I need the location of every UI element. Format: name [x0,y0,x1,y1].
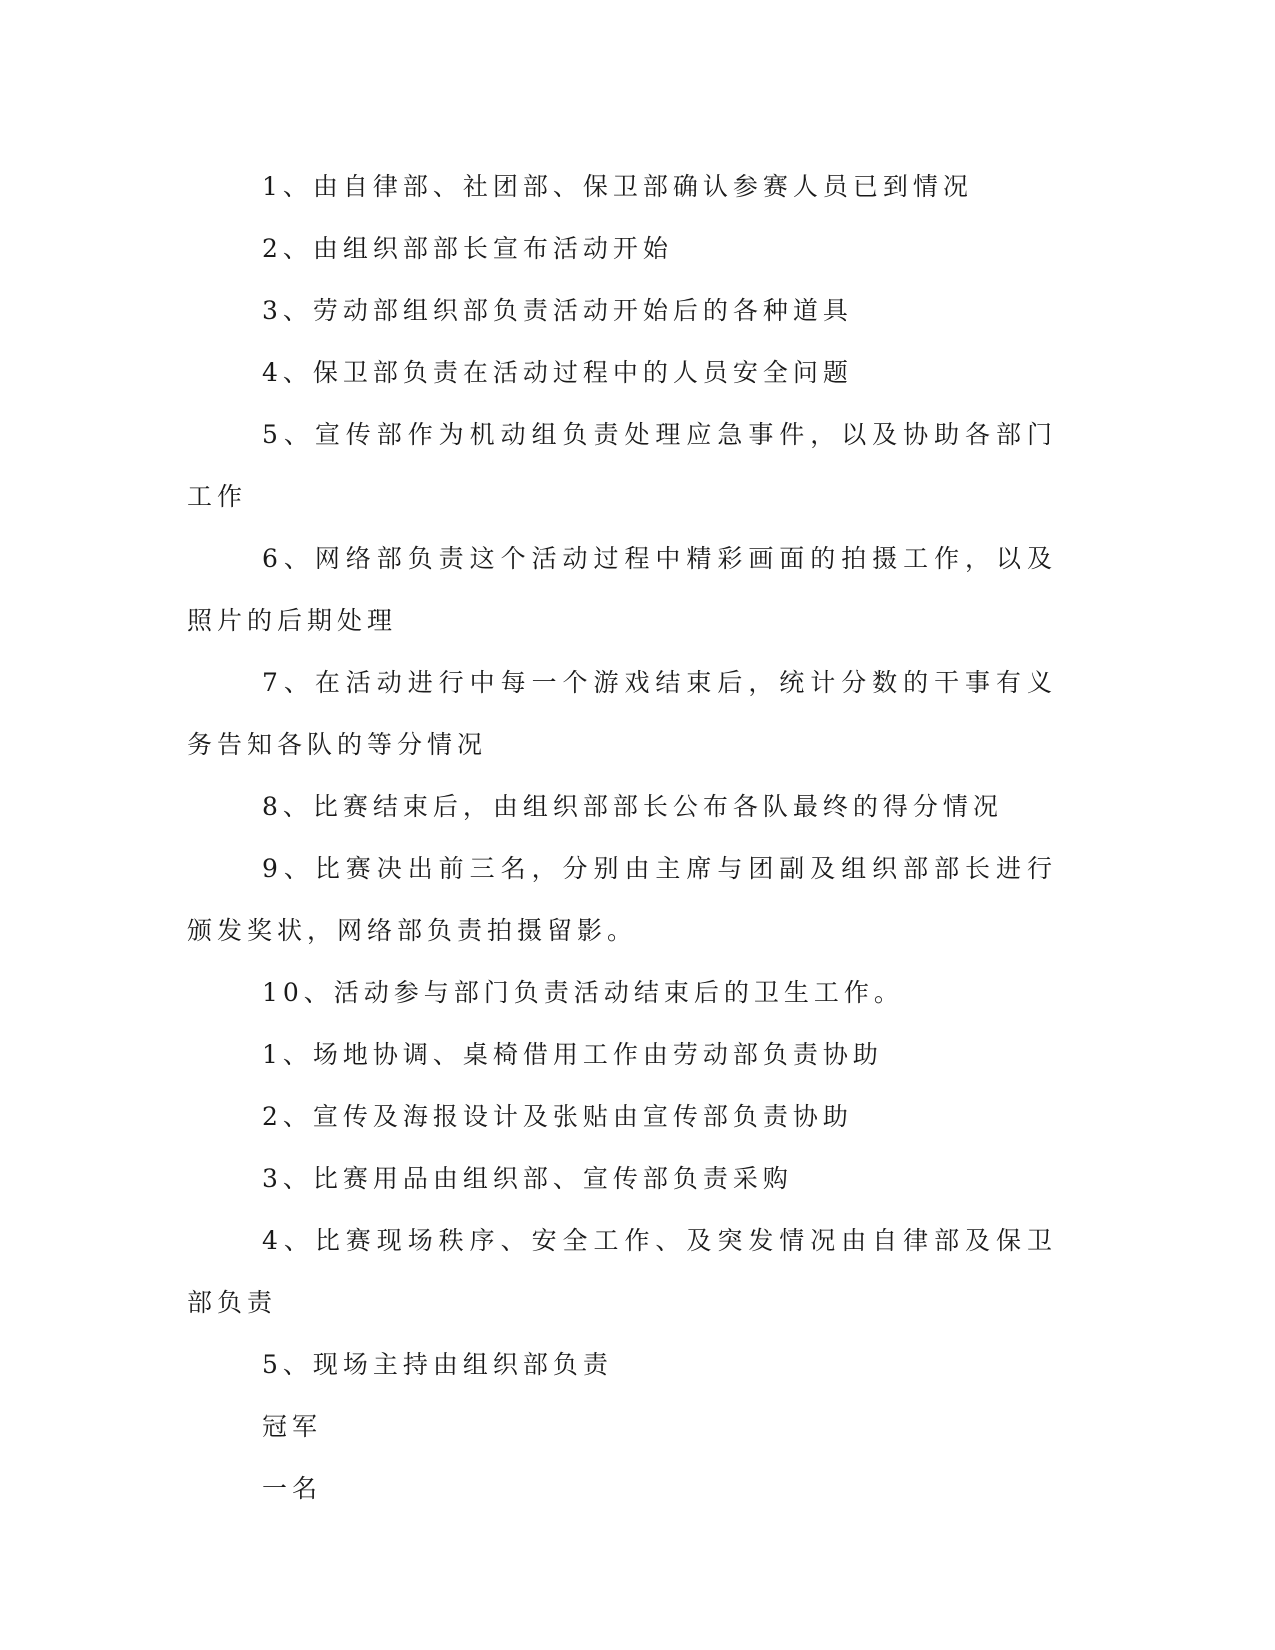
paragraph-arrival-check: 1、由自律部、社团部、保卫部确认参赛人员已到情况 [262,172,973,201]
paragraph-emergency: 5、宣传部作为机动组负责处理应急事件，以及协助各部门工作 [187,420,1057,511]
paragraph-order: 4、比赛现场秩序、安全工作、及突发情况由自律部及保卫部负责 [187,1226,1057,1317]
paragraph-photography: 6、网络部负责这个活动过程中精彩画面的拍摄工作，以及照片的后期处理 [187,544,1057,635]
paragraph-opening: 2、由组织部部长宣布活动开始 [262,234,673,263]
paragraph-host: 5、现场主持由组织部负责 [262,1350,613,1379]
paragraph-awards: 9、比赛决出前三名，分别由主席与团副及组织部部长进行颁发奖状，网络部负责拍摄留影。 [187,854,1057,945]
paragraph-safety: 4、保卫部负责在活动过程中的人员安全问题 [262,358,853,387]
paragraph-cleanup: 10、活动参与部门负责活动结束后的卫生工作。 [262,978,904,1007]
paragraph-scoring: 7、在活动进行中每一个游戏结束后，统计分数的干事有义务告知各队的等分情况 [187,668,1057,759]
paragraph-venue: 1、场地协调、桌椅借用工作由劳动部负责协助 [262,1040,883,1069]
document-body [187,156,1057,1520]
paragraph-final-scores: 8、比赛结束后，由组织部部长公布各队最终的得分情况 [262,792,1003,821]
paragraph-count: 一名 [262,1474,323,1503]
paragraph-supplies: 3、比赛用品由组织部、宣传部负责采购 [262,1164,793,1193]
paragraph-champion: 冠军 [262,1412,323,1441]
paragraph-posters: 2、宣传及海报设计及张贴由宣传部负责协助 [262,1102,853,1131]
paragraph-props: 3、劳动部组织部负责活动开始后的各种道具 [262,296,853,325]
